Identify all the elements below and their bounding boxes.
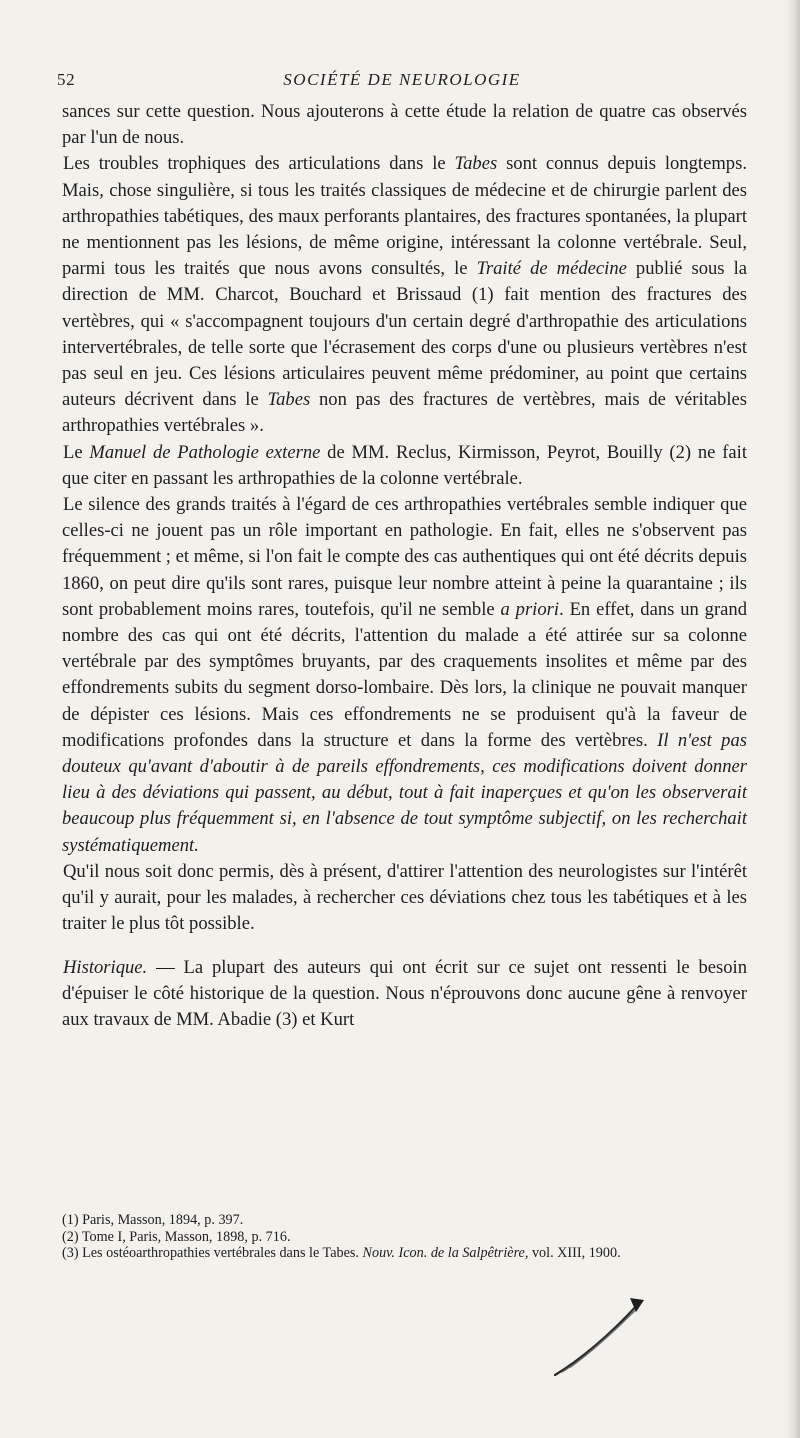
paragraph-historique: Historique. — La plupart des auteurs qui ont écrit sur ce sujet ont ressenti le besoin d'épuiser le côté historique de la question. Nous n'éprouvons donc aucune gêne à renvoyer aux travaux de MM. Abadie (3) et Kurt <box>62 956 747 1030</box>
footnote-3: (3) Les ostéoarthropathies vertébrales dans le Tabes. Nouv. Icon. de la Salpêtrière, vol. XIII, 1900. <box>62 1245 621 1261</box>
italic-tabes: Tabes <box>267 389 311 411</box>
page-number: 52 <box>57 70 76 89</box>
paragraph-5: Qu'il nous soit donc permis, dès à présent, d'attirer l'attention des neurologistes sur l'intérêt qu'il y aurait, pour les malades, à rechercher ces déviations chez tous les tabétiques et à les traiter le plus tôt possible. <box>62 860 747 935</box>
section-spacer <box>62 938 747 955</box>
paragraph-2: Les troubles trophiques des articulations dans le Tabes sont connus depuis longtemps. Mais, chose singulière, si tous les traités classiques de médecine et de chirurgie parlent des arthropathies tabétiques, des maux perforants plantaires, des fractures spontanées, la plupart ne mentionnent pas les lésions, de même origine, intéressant la colonne vertébrale. Seul, parmi tous les traités que nous avons consultés, le Traité de médecine publié sous la direction de MM. Charcot, Bouchard et Brissaud (1) fait mention des fractures des vertèbres, qui « s'accompagnent toujours d'un certain degré d'arthropathie des articulations intervertébrales, de telle sorte que l'écrasement des corps d'une ou plusieurs vertèbres n'est pas seul en jeu. Ces lésions articulaires peuvent même prédominer, au point que certains auteurs décrivent dans le Tabes non pas des fractures de vertèbres, mais de véritables arthropathies vertébrales ». <box>62 153 747 437</box>
italic-emphasis-passage: Il n'est pas douteux qu'avant d'aboutir à de pareils effondrements, ces modifications doivent donner lieu à des déviations qui passent, au début, tout à fait inaperçues et qu'on les observerait beaucoup plus fréquemment si, en l'absence de tout symptôme subjectif, on les recherchait systématiquement. <box>62 729 747 856</box>
italic-a-priori: a priori <box>500 598 560 620</box>
italic-tabes: Tabes <box>454 153 498 175</box>
section-heading-historique: Historique. <box>63 956 148 978</box>
running-title: SOCIÉTÉ DE NEUROLOGIE <box>283 70 521 89</box>
page-edge-shadow <box>786 0 800 1438</box>
paragraph-1: sances sur cette question. Nous ajouterons à cette étude la relation de quatre cas observés par l'un de nous. <box>62 101 747 149</box>
italic-traite-de-medecine: Traité de médecine <box>476 258 627 280</box>
page-header <box>57 66 747 92</box>
body-text <box>62 99 747 1033</box>
footnote-2: (2) Tome I, Paris, Masson, 1898, p. 716. <box>62 1228 291 1245</box>
paragraph-3: Le Manuel de Pathologie externe de MM. Reclus, Kirmisson, Peyrot, Bouilly (2) ne fait que citer en passant les arthropathies de la colonne vertébrale. <box>62 441 747 489</box>
pencil-mark-scribble <box>540 1280 660 1390</box>
paragraph-4: Le silence des grands traités à l'égard de ces arthropathies vertébrales semble indiquer que celles-ci ne jouent pas un rôle important en pathologie. En fait, elles ne s'observent pas fréquemment ; et même, si l'on fait le compte des cas authentiques qui ont été décrits depuis 1860, on peut dire qu'ils sont rares, puisque leur nombre atteint à peine la quarantaine ; ils sont probablement moins rares, toutefois, qu'il ne semble a priori. En effet, dans un grand nombre des cas qui ont été décrits, l'attention du malade a été attirée sur sa colonne vertébrale par des symptômes bruyants, par des craquements insolites et même par des effondrements subits du segment dorso-lombaire. Dès lors, la clinique ne pouvait manquer de dépister ces lésions. Mais ces effondrements ne se produisent qu'à la faveur de modifications profondes dans la structure et dans la forme des vertèbres. Il n'est pas douteux qu'avant d'aboutir à de pareils effondrements, ces modifications doivent donner lieu à des déviations qui passent, au début, tout à fait inaperçues et qu'on les observerait beaucoup plus fréquemment si, en l'absence de tout symptôme subjectif, on les recherchait systématiquement. <box>62 494 748 856</box>
footnote-1: (1) Paris, Masson, 1894, p. 397. <box>62 1212 244 1228</box>
italic-manuel-pathologie: Manuel de Pathologie externe <box>89 441 321 463</box>
footnotes <box>62 1212 747 1262</box>
